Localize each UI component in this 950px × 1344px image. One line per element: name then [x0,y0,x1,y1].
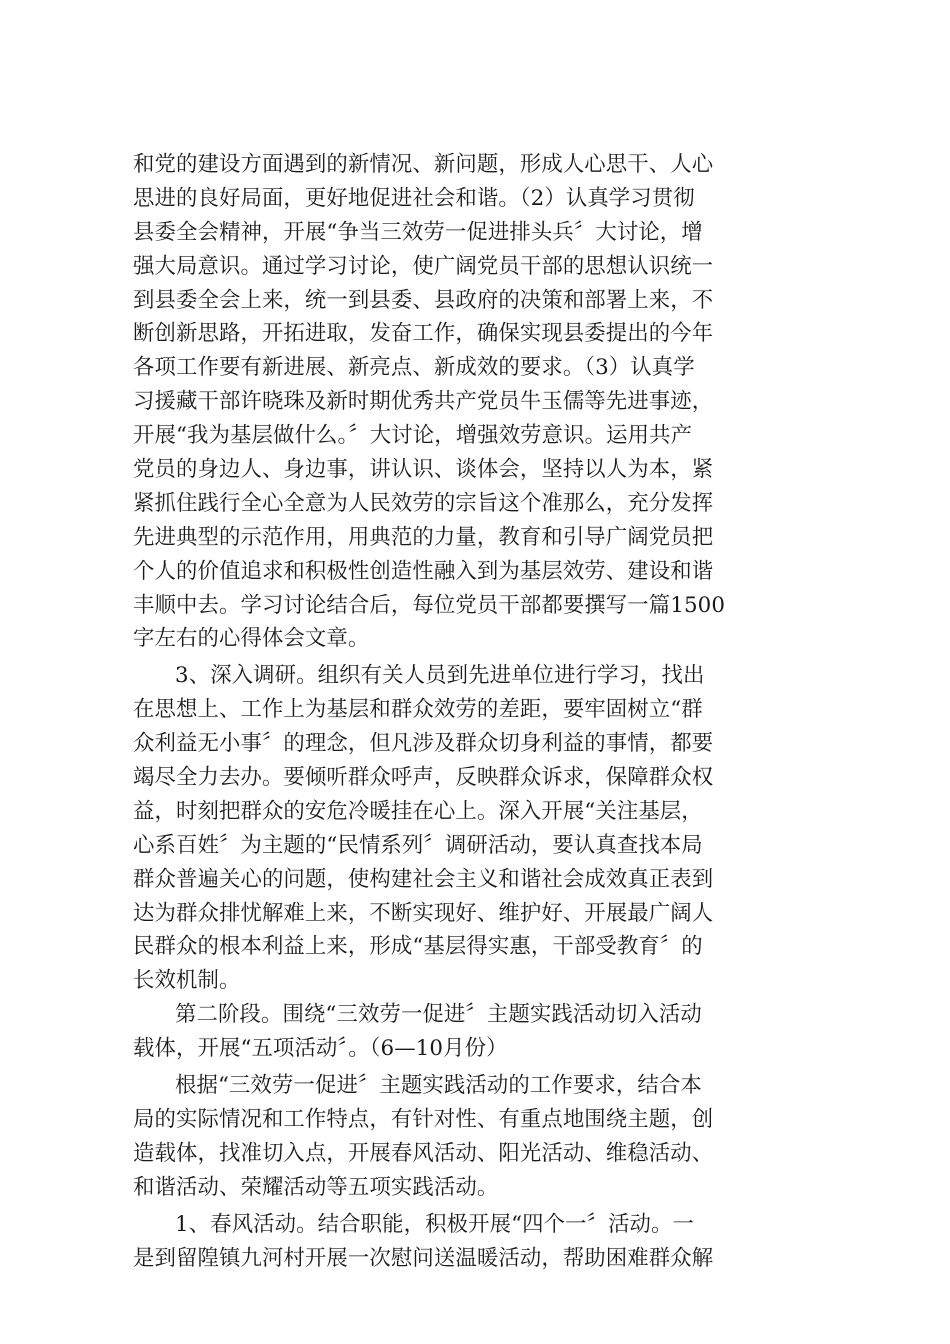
text-line: 习援藏干部许晓珠及新时期优秀共产党员牛玉儒等先进事迹， [133,389,714,415]
text-line: 造载体，找准切入点，开展春风活动、阳光活动、维稳活动、 [133,1140,714,1166]
text-line: 县委全会精神，开展“争当三效劳一促进排头兵〞大讨论，增 [133,219,703,245]
text-line: 民群众的根本利益上来，形成“基层得实惠，干部受教育〞的 [133,934,703,960]
text-line: 到县委全会上来，统一到县委、县政府的决策和部署上来，不 [133,287,714,313]
text-line: 心系百姓〞为主题的“民情系列〞调研活动，要认真查找本局 [133,832,703,858]
paragraph-start-line: 根据“三效劳一促进〞主题实践活动的工作要求，结合本 [175,1073,702,1099]
text-line: 长效机制。 [133,968,241,994]
text-line: 达为群众排忧解难上来，不断实现好、维护好、开展最广阔人 [133,900,714,926]
text-line: 丰顺中去。学习讨论结合后，每位党员干部都要撰写一篇1500 [133,592,726,618]
text-line: 竭尽全力去办。要倾听群众呼声，反映群众诉求，保障群众权 [133,765,714,791]
text-line: 局的实际情况和工作特点，有针对性、有重点地围绕主题，创 [133,1106,714,1132]
text-line: 强大局意识。通过学习讨论，使广阔党员干部的思想认识统一 [133,253,714,279]
text-line: 和党的建设方面遇到的新情况、新问题，形成人心思干、人心 [133,152,714,177]
text-line: 开展“我为基层做什么。〞大讨论，增强效劳意识。运用共产 [133,423,693,449]
text-line: 党员的身边人、身边事，讲认识、谈体会，坚持以人为本，紧 [133,457,714,483]
text-line: 载体，开展“五项活动〞。（6—10月份） [133,1036,508,1062]
text-line: 先进典型的示范作用，用典范的力量，教育和引导广阔党员把 [133,524,714,550]
text-line: 群众普遍关心的问题，使构建社会主义和谐社会成效真正表到 [133,866,714,892]
text-line: 和谐活动、荣耀活动等五项实践活动。 [133,1174,499,1200]
text-line: 思进的良好局面，更好地促进社会和谐。（2）认真学习贯彻 [133,185,695,211]
section-heading-line: 第二阶段。围绕“三效劳一促进〞主题实践活动切入活动 [175,1002,702,1028]
paragraph-heading-line: 3、深入调研。组织有关人员到先进单位进行学习，找出 [175,663,705,689]
paragraph-heading-line: 1、春风活动。结合职能，积极开展“四个一〞活动。一 [175,1211,695,1237]
text-line: 是到留隍镇九河村开展一次慰问送温暖活动，帮助困难群众解 [133,1245,714,1271]
text-line: 益，时刻把群众的安危冷暖挂在心上。深入开展“关注基层， [133,798,703,824]
body-text [133,148,823,1275]
text-line: 字左右的心得体会文章。 [133,626,370,652]
text-line: 断创新思路，开拓进取，发奋工作，确保实现县委提出的今年 [133,321,714,347]
text-line: 在思想上、工作上为基层和群众效劳的差距，要牢固树立“群 [133,697,703,723]
text-line: 紧抓住践行全心全意为人民效劳的宗旨这个准那么，充分发挥 [133,490,714,516]
text-line: 众利益无小事〞的理念，但凡涉及群众切身利益的事情，都要 [133,731,714,757]
text-line: 各项工作要有新进展、新亮点、新成效的要求。（3）认真学 [133,355,695,381]
text-line: 个人的价值追求和积极性创造性融入到为基层效劳、建设和谐 [133,558,714,584]
